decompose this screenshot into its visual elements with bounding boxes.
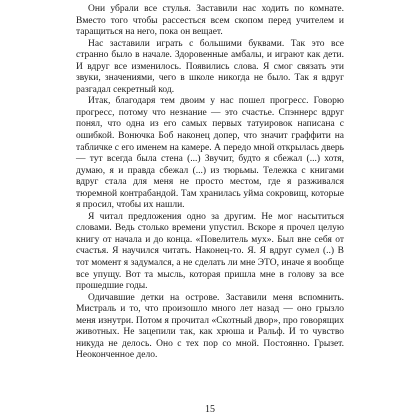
paragraph: Итак, благодаря тем двоим у нас пошел прогресс. Говорю прогресс, потому что незнание — это счастье. Спэннерс вдруг понял, что одна из его самых первых татуировок написана с ошибкой. Вонючка Боб наконец допер, что значит граффити на табличке с его именем на камере. А передо мной открылась дверь — тут всегда была стена (...) Звучит, будто я сбежал (...) хотя, думаю, я и правда сбежал (...) из тюрьмы. Тележка с книгами вдруг стала для меня не просто местом, где я разживался тюремной контрабандой. Там хранилась уйма сокровищ, которые я просил, чтобы их нашли. bbox=[76, 96, 344, 211]
paragraph: Нас заставили играть с большими буквами. Так это все странно было в начале. Здоровенные амбалы, и играют как дети. И вдруг все изменилось. Появились слова. Я смог связать эти звуки, значениями, чего в школе никогда не было. Так я вдруг разгадал секретный код. bbox=[76, 38, 344, 95]
paragraph: Одичавшие детки на острове. Заставили меня вспомнить. Мистраль и то, что произошло много лет назад — оно грызло меня изнутри. Потом я прочитал «Скотный двор», про говорящих животных. Не зацепили так, как хрюша и Ральф. И то чувство никуда не делось. Оно с тех пор со мной. Постоянно. Грызет. Неоконченное дело. bbox=[76, 292, 344, 361]
paragraph: Я читал предложения одно за другим. Не мог насытиться словами. Ведь столько времени упустил. Вскоре я прочел целую книгу от начала и до конца. «Повелитель мух». Был вне себя от счастья. Я научился читать. Наконец-то. Я. Я вдруг сумел (..) В тот момент я задумался, а не сделать ли мне ЭТО, иначе я вообще все упущу. Вот та мысль, которая пришла мне в голову за все прошедшие годы. bbox=[76, 211, 344, 292]
page-number: 15 bbox=[205, 404, 215, 415]
body-text bbox=[76, 4, 344, 362]
paragraph: Они убрали все стулья. Заставили нас ходить по комнате. Вместо того чтобы рассесться всем скопом перед учителем и таращиться на него, пока он вещает. bbox=[76, 4, 344, 38]
